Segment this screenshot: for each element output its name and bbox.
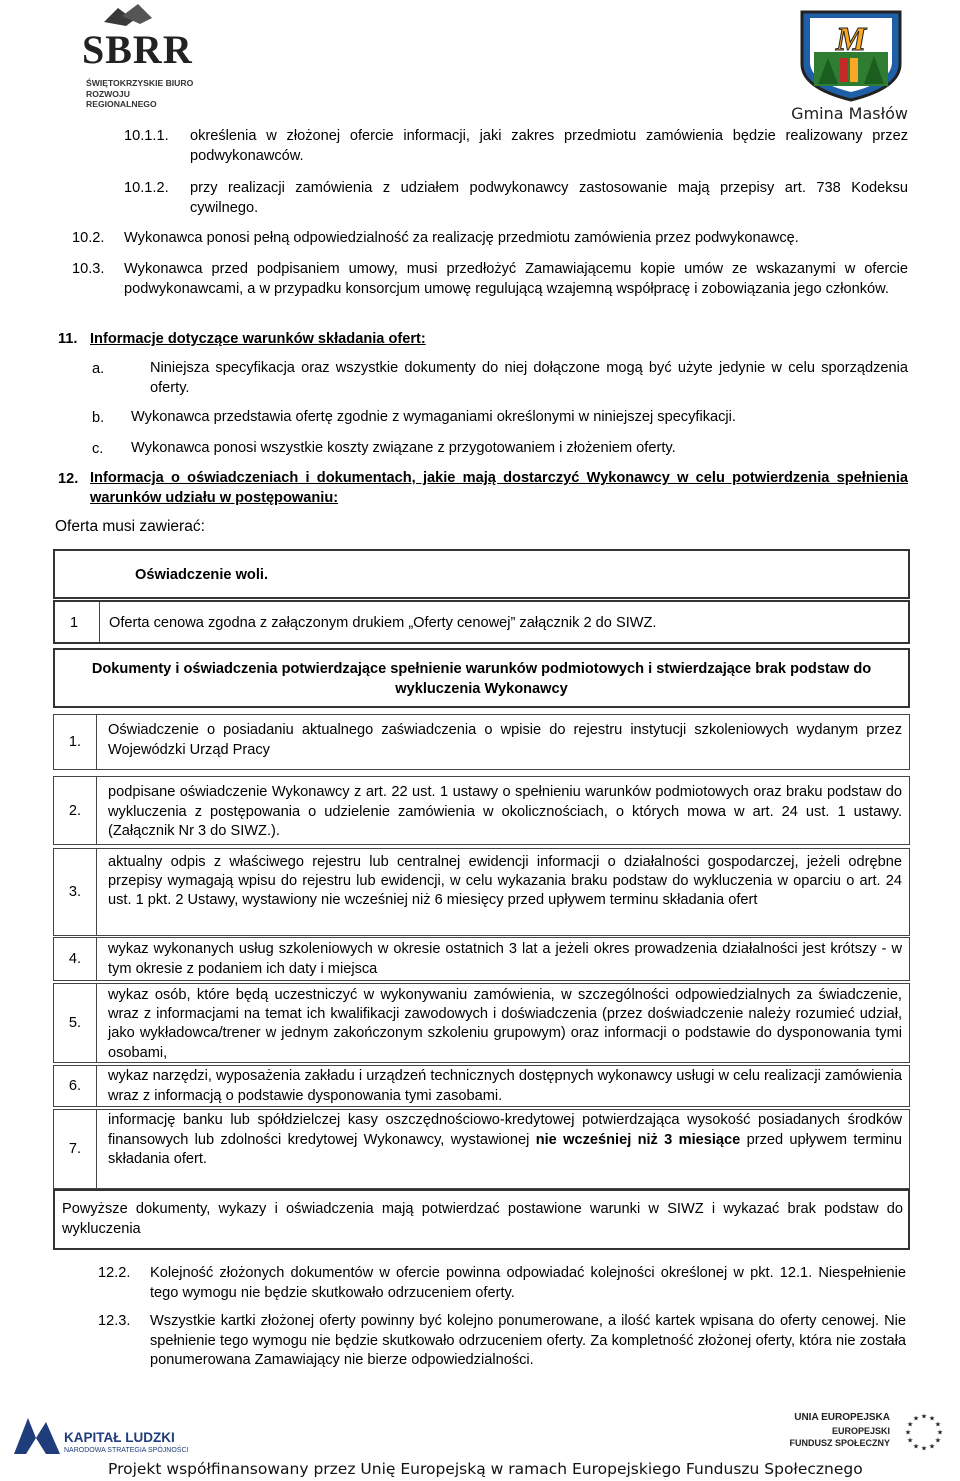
eu-star: ★ xyxy=(907,1421,914,1429)
eu-star: ★ xyxy=(904,1429,912,1437)
doc-number: 7. xyxy=(68,1141,82,1157)
doc-number-cell xyxy=(53,1065,97,1107)
gmina-crest-icon xyxy=(796,8,906,102)
doc-number-cell xyxy=(53,983,97,1063)
eu-stars-icon xyxy=(896,1410,952,1454)
eu-star: ★ xyxy=(928,1415,936,1423)
list-label: b. xyxy=(92,410,105,426)
doc-text: podpisane oświadczenie Wykonawcy z art. 22 ust. 1 ustawy o spełnieniu warunków podmiotowych oraz braku podstaw do wykluczenia z postępowania o udzielenie zamówienia w okolicznościach, o których mowa w art. 24 ust. 1 ustawy. (Załącznik Nr 3 do SIWZ.). xyxy=(108,784,902,839)
doc-text-cell xyxy=(96,848,910,936)
eu-star: ★ xyxy=(936,1429,944,1437)
section-number: 12. xyxy=(58,471,79,487)
doc-number: 3. xyxy=(68,884,82,900)
table-row xyxy=(53,600,910,644)
row-number: 1 xyxy=(70,615,79,631)
doc-text-part: informację banku lub spółdzielczej kasy oszczędnościowo-kredytowej potwierdzająca wysokość posiadanych środków finansowych lub zdolności kredytowej Wykonawcy, wystawionej xyxy=(108,1112,902,1148)
clause-text: Wykonawca ponosi pełną odpowiedzialność za realizację przedmiotu zamówienia przez podwykonawcę. xyxy=(124,230,799,246)
sbrr-subtitle-2: ROZWOJU REGIONALNEGO xyxy=(86,89,157,109)
sbrr-logo xyxy=(82,4,202,108)
clause-number: 12.2. xyxy=(98,1265,131,1281)
doc-text-cell xyxy=(96,776,910,845)
oswiadczenie-cell xyxy=(53,549,910,599)
eu-star: ★ xyxy=(934,1421,941,1429)
doc-text-cell xyxy=(96,983,910,1063)
sbrr-logo-text: SBRR xyxy=(82,27,193,72)
doc-number-cell xyxy=(53,937,97,981)
section-title: Informacje dotyczące warunków składania ofert: xyxy=(90,331,426,347)
doc-number-cell xyxy=(53,776,97,845)
project-funding-line: Projekt współfinansowany przez Unię Europejską w ramach Europejskiego Funduszu Społecznego xyxy=(108,1460,863,1478)
doc-number: 6. xyxy=(68,1078,82,1094)
eu-star: ★ xyxy=(907,1437,914,1445)
docs-heading-cell xyxy=(53,648,910,708)
section-number: 11. xyxy=(58,331,78,347)
clause-text: określenia w złożonej ofercie informacji, jaki zakres przedmiotu zamówienia będzie realizowany przez podwykonawców. xyxy=(190,128,908,164)
offer-intro: Oferta musi zawierać: xyxy=(55,518,205,535)
doc-number-cell xyxy=(53,714,97,770)
summary-cell xyxy=(53,1189,910,1250)
clause-number: 10.3. xyxy=(72,261,105,277)
doc-number: 2. xyxy=(68,802,82,819)
doc-text-cell xyxy=(96,937,910,981)
eu-star: ★ xyxy=(920,1413,928,1421)
kapital-ludzki-logo xyxy=(0,1408,190,1460)
doc-text-emphasis: nie wcześniej niż 3 miesiące xyxy=(535,1131,741,1148)
list-label: a. xyxy=(92,361,105,377)
list-label: c. xyxy=(92,441,104,457)
doc-number: 5. xyxy=(68,1015,82,1031)
doc-number-cell xyxy=(53,848,97,936)
docs-heading: Dokumenty i oświadczenia potwierdzające spełnienie warunków podmiotowych i stwierdzające brak podstaw do wykluczenia Wykonawcy xyxy=(91,661,872,697)
ue-line-3: FUNDUSZ SPOŁECZNY xyxy=(789,1438,890,1448)
eu-star: ★ xyxy=(912,1415,920,1423)
doc-text: wykaz narzędzi, wyposażenia zakładu i urządzeń technicznych dostępnych wykonawcy usługi w celu realizacji zamówienia wraz z informacją o podstawie dysponowania tymi zasobami. xyxy=(108,1068,902,1104)
eu-star: ★ xyxy=(934,1437,941,1445)
clause-text xyxy=(124,260,908,299)
summary-text: Powyższe dokumenty, wykazy i oświadczenia mają potwierdzać postawione warunki w SIWZ i wykazać brak podstaw do wykluczenia xyxy=(62,1201,903,1237)
doc-text: wykaz osób, które będą uczestniczyć w wykonywaniu zamówienia, w szczególności odpowiedzialnych za świadczenie, wraz z informacjami na temat ich kwalifikacji zawodowych i doświadczenia (przez doświadczenie należy rozumieć udział, jako wykładowca/trener w jednym zakończonym szkoleniu grupowym) oraz informacji o podstawie do dysponowania tymi osobami, xyxy=(108,987,902,1061)
doc-text-part: przed upływem terminu składania ofert. xyxy=(108,1131,903,1167)
row-text: Oferta cenowa zgodna z załączonym drukiem „Oferty cenowej” załącznik 2 do SIWZ. xyxy=(109,615,657,631)
doc-text: aktualny odpis z właściwego rejestru lub centralnej ewidencji informacji o działalności gospodarczej, jeżeli odrębne przepisy wymagają wpisu do rejestru lub ewidencji, w celu wykazania braku podstaw do wykluczenia w oparciu o art. 24 ust. 1 pkt. 2 Ustawy, wystawiony nie wcześniej niż 6 miesięcy przed upływem terminu składania ofert xyxy=(108,854,902,908)
clause-number: 10.2. xyxy=(72,230,105,246)
eu-star: ★ xyxy=(928,1443,936,1451)
kapital-ludzki-title: KAPITAŁ LUDZKI xyxy=(64,1430,175,1445)
clause-number: 12.3. xyxy=(98,1313,131,1329)
list-item-text: Wykonawca przedstawia ofertę zgodnie z wymaganiami określonymi w niniejszej specyfikacji. xyxy=(131,409,736,425)
kapital-ludzki-emblem-icon xyxy=(6,1410,66,1462)
section-title: Informacja o oświadczeniach i dokumentach, jakie mają dostarczyć Wykonawcy w celu potwierdzenia spełnienia warunków udziału w postępowaniu: xyxy=(90,470,908,506)
list-item-text: Niniejsza specyfikacja oraz wszystkie dokumenty do niej dołączone mogą być użyte jedynie w celu sporządzenia oferty. xyxy=(150,360,908,396)
sbrr-subtitle-1: ŚWIĘTOKRZYSKIE BIURO xyxy=(86,78,194,88)
ue-line-1: UNIA EUROPEJSKA xyxy=(794,1412,890,1423)
ue-line-2: EUROPEJSKI xyxy=(831,1426,890,1436)
doc-text-cell xyxy=(96,1109,910,1189)
ue-efs-logo xyxy=(780,1408,960,1458)
gmina-name: Gmina Masłów xyxy=(791,104,908,123)
eu-star: ★ xyxy=(920,1445,928,1453)
doc-text-cell xyxy=(96,714,910,770)
clause-number: 10.1.1. xyxy=(124,128,169,144)
clause-text: Kolejność złożonych dokumentów w ofercie powinna odpowiadać kolejności określonej w pkt. 12.1. Niespełnienie tego wymogu nie będzie skutkowało odrzuceniem oferty. xyxy=(150,1265,906,1301)
list-item-text: Wykonawca ponosi wszystkie koszty związane z przygotowaniem i złożeniem oferty. xyxy=(131,440,676,456)
eu-star: ★ xyxy=(912,1443,920,1451)
kapital-ludzki-subtitle: NARODOWA STRATEGIA SPÓJNOŚCI xyxy=(64,1447,189,1454)
doc-text: Oświadczenie o posiadaniu aktualnego zaświadczenia o wpisie do rejestru instytucji szkoleniowych wydanym przez Wojewódzki Urząd Pracy xyxy=(108,722,902,758)
doc-text xyxy=(108,1111,902,1170)
doc-number: 4. xyxy=(68,951,82,967)
svg-text:M: M xyxy=(835,21,867,58)
clause-text: Wszystkie kartki złożonej oferty powinny być kolejno ponumerowane, a ilość kartek wpisana do oferty cenowej. Nie spełnienie tego wymogu nie będzie skutkowało odrzuceniem oferty. Za kompletność złożonej oferty, która nie została ponumerowana Zamawiający nie bierze odpowiedzialności. xyxy=(150,1313,906,1368)
doc-number: 1. xyxy=(68,734,82,750)
doc-text-cell xyxy=(96,1065,910,1107)
clause-text-content: Wykonawca przed podpisaniem umowy, musi przedłożyć Zamawiającemu kopie umów ze wskazanymi w ofercie podwykonawcami, a w przypadku konsorcjum umowę regulującą wzajemną współpracę i zobowiązania jego członków. xyxy=(124,261,908,297)
clause-text: przy realizacji zamówienia z udziałem podwykonawcy zastosowanie mają przepisy art. 738 Kodeksu cywilnego. xyxy=(190,180,908,216)
doc-number-cell xyxy=(53,1109,97,1189)
clause-number: 10.1.2. xyxy=(124,180,169,196)
oswiadczenie-label: Oświadczenie woli. xyxy=(135,567,269,583)
doc-text: wykaz wykonanych usług szkoleniowych w okresie ostatnich 3 lat a jeżeli okres prowadzenia działalności jest krótszy - w tym okresie z podaniem ich daty i miejsca xyxy=(108,941,902,977)
